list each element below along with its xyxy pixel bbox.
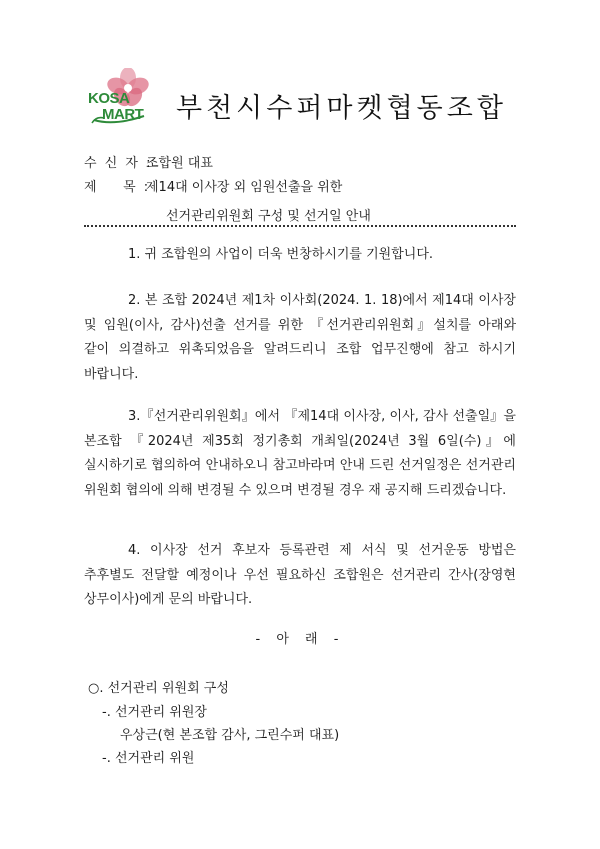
members-label: -. 선거관리 위원	[102, 751, 195, 766]
paragraph-2: 2. 본 조합 2024년 제1차 이사회(2024. 1. 18)에서 제14대 이사장 및 임원(이사, 감사)선출 선거를 위한 『선거관리위원회』설치를 아래와 같이 의결하고 위촉되었음을 알려드리니 조합 업무진행에 참고 하시기 바랍니다.	[84, 293, 516, 382]
subject-label: 제 목 :	[84, 180, 151, 195]
recipient-value: 조합원 대표	[146, 156, 213, 171]
divider	[84, 225, 516, 227]
org-name: 부천시수퍼마켓협동조합	[176, 93, 507, 124]
recipient-line	[84, 156, 213, 172]
chair-value: 우상근(현 본조합 감사, 그린수퍼 대표)	[120, 728, 340, 743]
kosa-mart-logo	[84, 68, 158, 130]
subject-line	[84, 180, 342, 196]
logo-text-kosa: KOSA	[88, 90, 130, 107]
below-heading: - 아 래 -	[255, 632, 345, 647]
subject-value-line2: 선거관리위원회 구성 및 선거일 안내	[166, 209, 371, 224]
chair-label: -. 선거관리 위원장	[102, 705, 207, 720]
paragraph-1: 1. 귀 조합원의 사업이 더욱 번창하시기를 기원합니다.	[128, 247, 434, 262]
section-heading: ○. 선거관리 위원회 구성	[88, 681, 229, 696]
logo-text-mart: MART	[102, 106, 144, 123]
paragraph-4: 4. 이사장 선거 후보자 등록관련 제 서식 및 선거운동 방법은 추후별도 전달할 예정이나 우선 필요하신 조합원은 선거관리 간사(장영현 상무이사)에게 문의 바랍니다.	[84, 543, 516, 607]
paragraph-3: 3.『선거관리위원회』에서 『제14대 이사장, 이사, 감사 선출일』을 본조합 『2024년 제35회 정기총회 개최일(2024년 3월 6일(수)』에 실시하기로 협의하여 안내하오니 참고바라며 안내 드린 선거일정은 선거관리 위원회 협의에 의해 변경될 수 있으며 변경될 경우 재 공지해 드리겠습니다.	[84, 409, 516, 498]
recipient-label: 수 신 자 :	[84, 156, 153, 171]
subject-value-line1: 제14대 이사장 외 임원선출을 위한	[146, 180, 343, 195]
